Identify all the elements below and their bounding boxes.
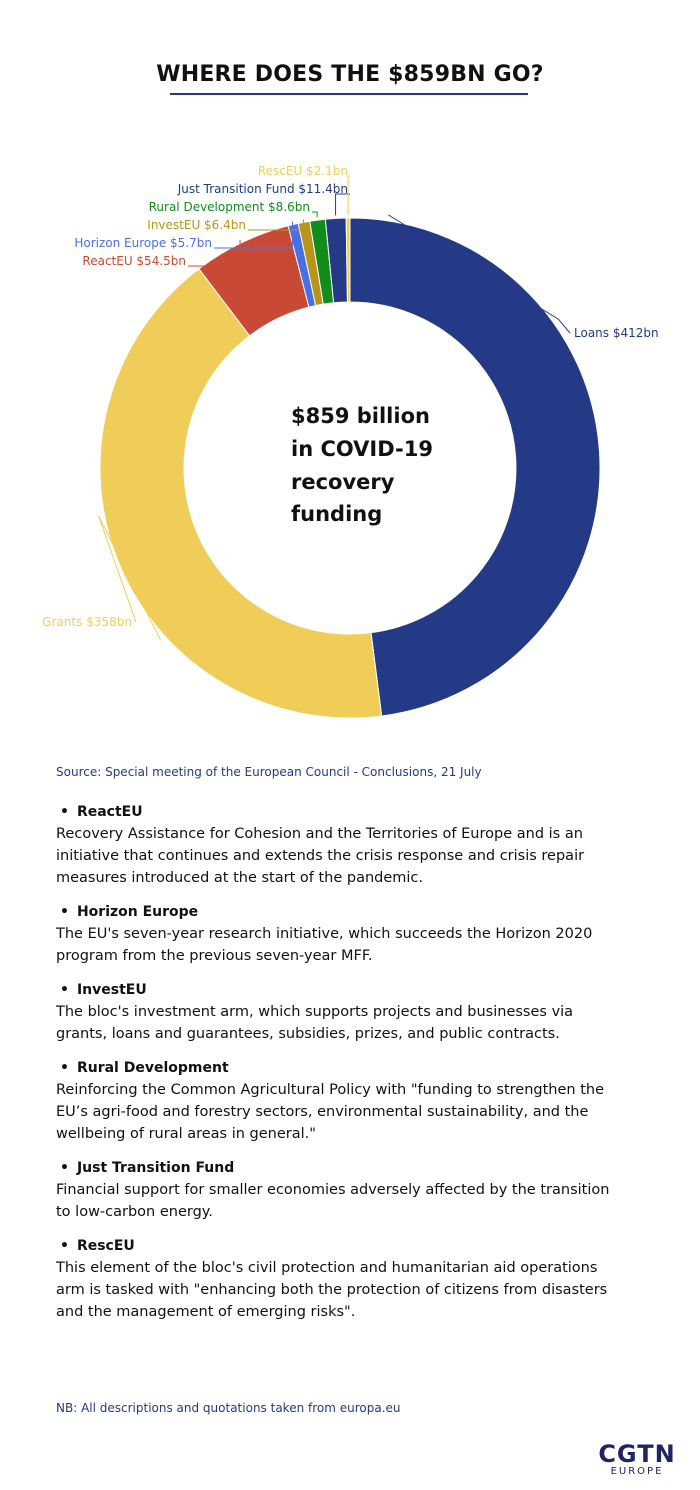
nb-note: NB: All descriptions and quotations taken from europa.eu — [56, 1401, 401, 1415]
connector-resc-eu — [348, 176, 350, 215]
slice-loans — [350, 218, 600, 716]
label-resc-eu: RescEU $2.1bn — [257, 164, 348, 178]
note-item — [56, 1159, 626, 1223]
bullet: • — [60, 904, 69, 920]
label-invest-eu: InvestEU $6.4bn — [147, 218, 246, 232]
note-heading-text: InvestEU — [76, 982, 147, 998]
donut-slices — [100, 218, 600, 718]
note-item — [56, 1059, 626, 1145]
note-heading — [56, 1159, 626, 1177]
label-loans: Loans $412bn — [574, 326, 659, 340]
note-heading — [56, 803, 626, 821]
note-item — [56, 903, 626, 967]
note-body: The EU's seven-year research initiative, which succeeds the Horizon 2020 program from the previous seven-year MFF. — [56, 926, 593, 964]
note-heading-text: ReactEU — [76, 804, 143, 820]
note-item — [56, 981, 626, 1045]
center-text-line: funding — [291, 502, 383, 526]
bullet: • — [60, 1238, 69, 1254]
note-heading-text: RescEU — [76, 1238, 135, 1254]
note-body: Financial support for smaller economies adversely affected by the transition to low-carbon energy. — [56, 1182, 610, 1220]
notes-list — [56, 803, 626, 1337]
label-rural-development: Rural Development $8.6bn — [148, 200, 310, 214]
center-text — [291, 404, 440, 526]
logo-main: CGTN — [598, 1440, 676, 1468]
label-react-eu: ReactEU $54.5bn — [82, 254, 186, 268]
note-heading — [56, 903, 626, 921]
source-note: Source: Special meeting of the European Council - Conclusions, 21 July — [56, 765, 482, 779]
note-body: This element of the bloc's civil protection and humanitarian aid operations arm is tasked with "enhancing both the protection of citizens from disasters and the management of emerging risks". — [56, 1260, 608, 1320]
note-heading-text: Horizon Europe — [76, 904, 199, 920]
note-heading-text: Just Transition Fund — [76, 1160, 235, 1176]
bullet: • — [60, 804, 69, 820]
note-body: Reinforcing the Common Agricultural Policy with "funding to strengthen the EU’s agri-food and forestry sectors, environmental sustainability, and the wellbeing of rural areas in general." — [56, 1082, 605, 1142]
cgtn-europe-logo — [598, 1442, 676, 1478]
center-text-line: in COVID-19 — [291, 437, 433, 461]
note-body: The bloc's investment arm, which supports projects and businesses via grants, loans and guarantees, subsidies, prizes, and public contracts. — [56, 1004, 574, 1042]
connector-rural-development — [312, 212, 317, 217]
page-title: WHERE DOES THE $859BN GO? — [156, 62, 544, 87]
bullet: • — [60, 1060, 69, 1076]
note-body: Recovery Assistance for Cohesion and the Territories of Europe and is an initiative that continues and extends the crisis response and crisis repair measures introduced at the start of the pandemic. — [56, 826, 585, 886]
label-just-transition-fund: Just Transition Fund $11.4bn — [177, 182, 348, 196]
label-horizon-europe: Horizon Europe $5.7bn — [74, 236, 212, 250]
note-heading-text: Rural Development — [76, 1060, 229, 1076]
bullet: • — [60, 982, 69, 998]
note-item — [56, 803, 626, 889]
logo-sub: EUROPE — [610, 1466, 664, 1477]
center-text-line: recovery — [291, 470, 395, 494]
bullet: • — [60, 1160, 69, 1176]
note-heading — [56, 1237, 626, 1255]
note-item — [56, 1237, 626, 1323]
label-grants: Grants $358bn — [42, 615, 132, 629]
note-heading — [56, 981, 626, 999]
note-heading — [56, 1059, 626, 1077]
center-text-line: $859 billion — [291, 404, 430, 428]
